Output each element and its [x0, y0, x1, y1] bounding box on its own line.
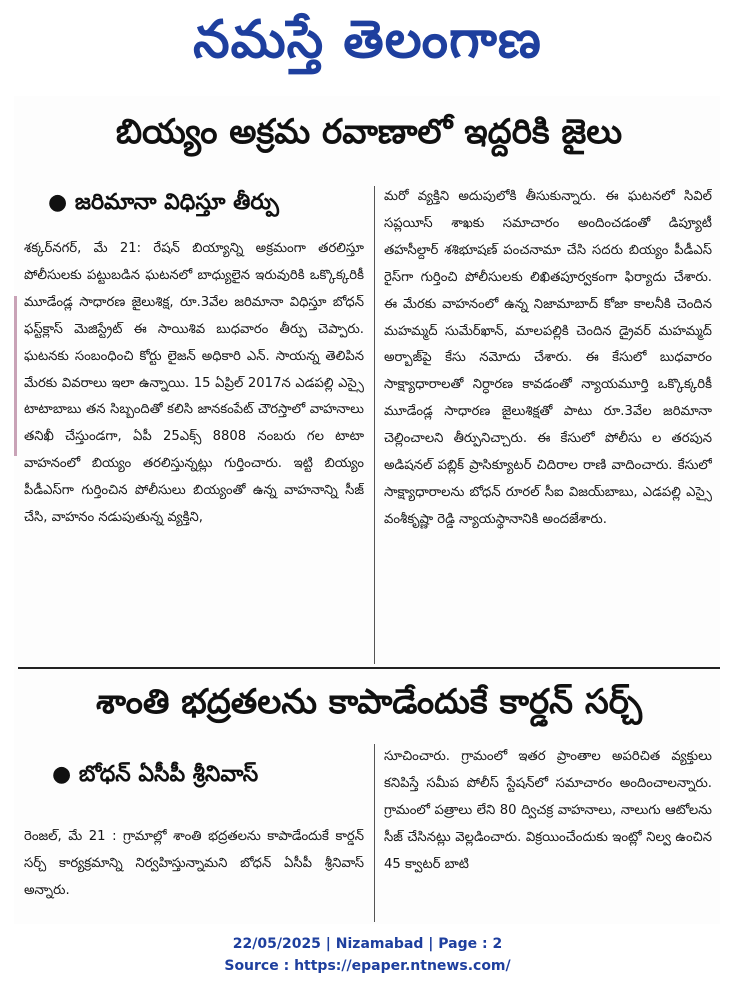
- article-2-column-1-text: రెంజల్, మే 21 : గ్రామాల్లో శాంతి భద్రతలను కాపాడేందుకే కార్డన్ సర్చ్ కార్యక్రమాన్ని నిర్వహిస్తున్నామని బోధన్ ఏసీపీ శ్రీనివాస్ అన్నారు.: [24, 829, 364, 898]
- article-1-column-1: [24, 236, 364, 664]
- article-2-subheading: ● బోధన్ ఏసీపీ శ్రీనివాస్: [52, 762, 259, 787]
- edition-info: 22/05/2025 | Nizamabad | Page : 2: [232, 936, 503, 952]
- article-2-column-1: [24, 824, 364, 922]
- article-1-column-1-text: శక్కర్‌నగర్, మే 21: రేషన్ బియ్యాన్ని అక్రమంగా తరలిస్తూ పోలీసులకు పట్టుబడిన ఘటనలో బాధ్యులైన ఇరువురికి ఒక్కొక్కరికీ మూడేండ్ల సాధారణ జైలుశిక్ష, రూ.3వేల జరిమానా విధిస్తూ బోధన్ ఫస్ట్‌క్లాస్ మెజిస్ట్రేట్ ఈ సాయిశివ బుధవారం తీర్పు చెప్పారు. ఘటనకు సంబంధించి కోర్టు లైజన్ అధికారి ఎన్. సాయన్న తెలిపిన మేరకు వివరాలు ఇలా ఉన్నాయి. 15 ఏప్రిల్ 2017న ఎడపల్లి ఎస్సై టాటాబాబు తన సిబ్బందితో కలిసి జానకంపేట్ చౌరస్తాలో వాహనాలు తనిఖీ చేస్తుండగా, ఏపీ 25ఎక్స్ 8808 నంబరు గల టాటా వాహనంలో బియ్యం తరలిస్తున్నట్లు గుర్తించారు. ఇట్టి బియ్యం పీడీఎస్‌గా గుర్తించిన పోలీసులు బియ్యంతో ఉన్న వాహనాన్ని సీజ్ చేసి, వాహనం నడుపుతున్న వ్యక్తిని,: [24, 241, 364, 526]
- article-1-headline: బియ్యం అక్రమ రవాణాలో ఇద్దరికి జైలు: [115, 112, 623, 152]
- clipping-edge-mark: [14, 296, 17, 456]
- column-divider: [374, 744, 375, 922]
- column-divider: [374, 186, 375, 664]
- article-1-subheading: ● జరిమానా విధిస్తూ తీర్పు: [48, 190, 279, 215]
- masthead: [0, 0, 735, 92]
- article-2-headline: శాంతి భద్రతలను కాపాడేందుకే కార్డన్ సర్చ్: [95, 682, 643, 722]
- article-separator: [18, 667, 720, 669]
- article-1-column-2: [384, 184, 712, 664]
- article-1-column-2-text: మరో వ్యక్తిని అదుపులోకి తీసుకున్నారు. ఈ ఘటనలో సివిల్ సప్లయీస్ శాఖకు సమాచారం అందించడంతో డిప్యూటీ తహసీల్దార్ శశిభూషణ్ పంచనామా చేసి సదరు బియ్యం పీడీఎస్ రైస్‌గా గుర్తించి పోలీసులకు లిఖితపూర్వకంగా ఫిర్యాదు చేశారు. ఈ మేరకు వాహనంలో ఉన్న నిజామాబాద్ కోజా కాలనీకి చెందిన మహమ్మద్ సుమేర్‌ఖాన్, మాలపల్లికి చెందిన డ్రైవర్ మహమ్మద్ అర్బాజ్‌పై కేసు నమోదు చేశారు. ఈ కేసులో బుధవారం సాక్ష్యాధారాలతో నిర్ధారణ కావడంతో న్యాయమూర్తి ఒక్కొక్కరికీ మూడేండ్ల సాధారణ జైలుశిక్షతో పాటు రూ.3వేల జరిమానా చెల్లించాలని తీర్పునిచ్చారు. ఈ కేసులో పోలీసు ల తరపున అడిషనల్ పబ్లిక్ ప్రాసిక్యూటర్ చిదిరాల రాణి వాదించారు. కేసులో సాక్ష్యాధారాలను బోధన్ రూరల్ సీఐ విజయ్‌బాబు, ఎడపల్లి ఎస్సై వంశీకృష్ణా రెడ్డి న్యాయస్థానానికి అందజేశారు.: [384, 189, 712, 527]
- article-2-column-2-text: సూచించారు. గ్రామంలో ఇతర ప్రాంతాల అపరిచిత వ్యక్తులు కనిపిస్తే సమీప పోలీస్ స్టేషన్‌లో సమాచారం అందించాలన్నారు. గ్రామంలో పత్రాలు లేని 80 ద్విచక్ర వాహనాలు, నాలుగు ఆటోలను సీజ్ చేసినట్లు వెల్లడించారు. విక్రయించేందుకు ఇంట్లో నిల్వ ఉంచిన 45 క్వాటర్ బాటి: [384, 749, 712, 872]
- source-link[interactable]: Source : https://epaper.ntnews.com/: [224, 958, 511, 974]
- newspaper-title: నమస్తే తెలంగాణ: [193, 9, 542, 70]
- article-2-column-2: [384, 744, 712, 922]
